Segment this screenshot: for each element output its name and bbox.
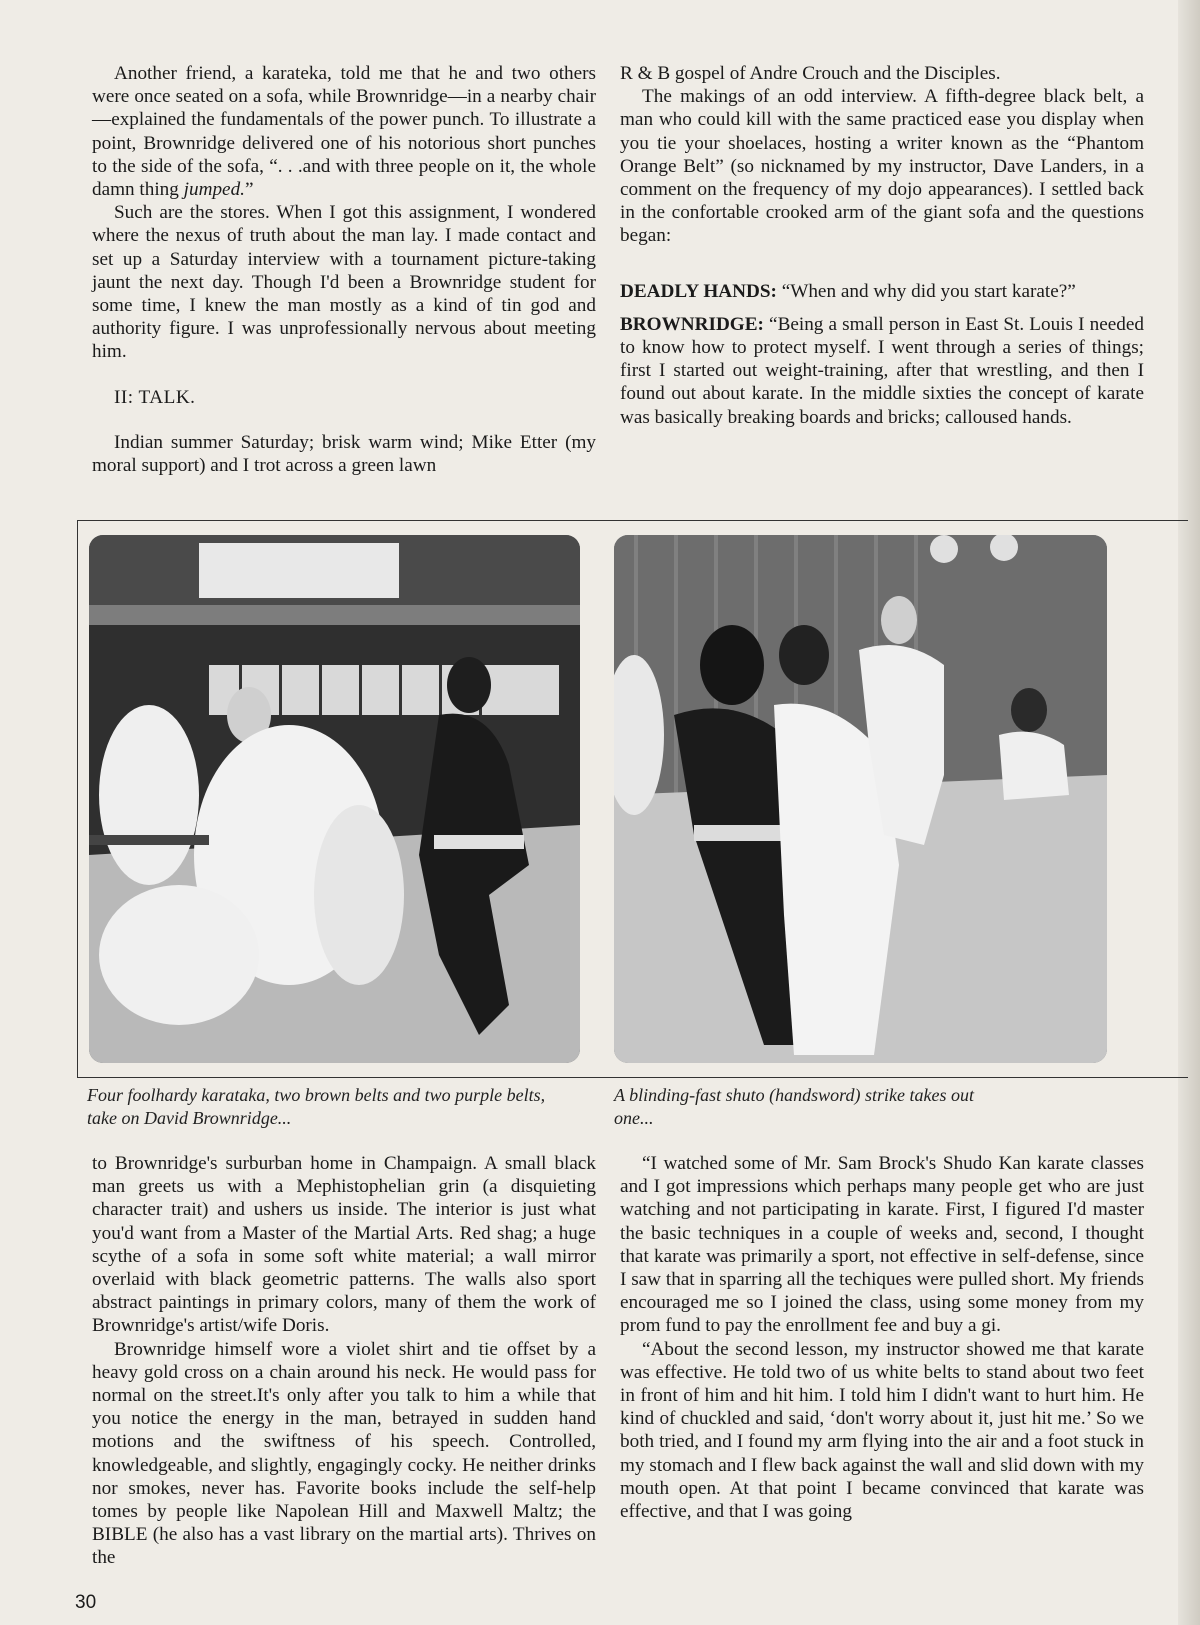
- speaker-label: DEADLY HANDS:: [620, 280, 777, 302]
- paragraph: The makings of an odd interview. A fifth-degree black belt, a man who could kill with the same practiced ease you display when you tie your shoelaces, hosting a writer known as the “Phantom Orange Belt” (so nicknamed by my instructor, Dave Landers, in a comment on the frequency of my dojo appearances). I settled back in the confortable crooked arm of the giant sofa and the questions began:: [620, 86, 1144, 247]
- speaker-label: BROWNRIDGE:: [620, 313, 764, 335]
- photo-sparring-group-image: [89, 535, 580, 1063]
- photo-sparring-group: [89, 535, 580, 1063]
- paragraph: Brownridge himself wore a violet shirt and tie offset by a heavy gold cross on a chain around his neck. He would pass for normal on the street.It's only after you talk to him a while that you notice the energy in the man, betrayed in sudden hand motions and the swiftness of his speech. Controlled, knowledgeable, and slightly, engagingly cocky. He neither drinks nor smokes, never has. Favorite books include the self-help tomes by people like Napolean Hill and Maxwell Maltz; the BIBLE (he also has a vast library on the martial arts). Thrives on the: [92, 1338, 596, 1569]
- photo-caption-left: Four foolhardy karataka, two brown belts and two purple belts, take on David Brownridge...: [87, 1085, 546, 1128]
- paragraph: R & B gospel of Andre Crouch and the Disciples.: [620, 63, 1001, 84]
- paragraph: to Brownridge's surburban home in Champaign. A small black man greets us with a Mephistophelian grin (a disquieting character trait) and ushers us inside. The interior is just what you'd want from a Master of the Martial Arts. Red shag; a huge scythe of a sofa in some soft white material; a wall mirror overlaid with black geometric patterns. The walls also sport abstract paintings in primary colors, many of them the work of Brownridge's artist/wife Doris.: [92, 1153, 596, 1337]
- column-bottom-left: [92, 1152, 596, 1570]
- photo-shuto-strike: [614, 535, 1107, 1063]
- paragraph: “About the second lesson, my instructor showed me that karate was effective. He told two of us white belts to stand about two feet in front of him and hit him. I told him I didn't want to hurt him. He kind of chuckled and said, ‘don't worry about it, just hit me.’ So we both tried, and I found my arm flying into the air and a foot stuck in my stomach and I flew back against the wall and slid down with my mouth open. At that point I became convinced that karate was effective, and that I was going: [620, 1338, 1144, 1523]
- interview-answer: BROWNRIDGE: “Being a small person in East St. Louis I needed to know how to protect myself. I went through a series of things; first I started out weight-training, after that wrestling, and then I found out about karate. In the middle sixties the concept of karate was basically breaking boards and bricks; calloused hands.: [620, 313, 1144, 428]
- paragraph: Indian summer Saturday; brisk warm wind; Mike Etter (my moral support) and I trot across a green lawn: [92, 431, 596, 477]
- paragraph: “I watched some of Mr. Sam Brock's Shudo Kan karate classes and I got impressions which perhaps many people get who are just watching and not participating in karate. First, I figured I'd master the basic techniques in a couple of weeks and, second, I thought that karate was primarily a sport, not effective in self-defense, since I saw that in sparring all the techiques were pulled short. My friends encouraged me so I joined the class, using some money from my prom fund to pay the enrollment fee and buy a gi.: [620, 1153, 1144, 1337]
- photo-shuto-strike-image: [614, 535, 1107, 1063]
- paragraph: Another friend, a karateka, told me that he and two others were once seated on a sofa, while Brownridge—in a nearby chair—explained the fundamentals of the power punch. To illustrate a point, Brownridge delivered one of his notorious short punches to the side of the sofa, “. . .and with three people on it, the whole damn thing jumped.”: [92, 63, 596, 201]
- photo-frame: [77, 520, 1188, 1078]
- section-heading: II: TALK.: [114, 386, 196, 408]
- column-top-left: [92, 62, 596, 477]
- page-number: 30: [75, 1592, 97, 1613]
- column-bottom-right: [620, 1152, 1144, 1523]
- paragraph: Such are the stores. When I got this assignment, I wondered where the nexus of truth about the man lay. I made contact and set up a Saturday interview with a tournament picture-taking jaunt the next day. Though I'd been a Brownridge student for some time, I knew the man mostly as a kind of tin god and authority figure. I was unprofessionally nervous about meeting him.: [92, 202, 596, 363]
- interview-question: DEADLY HANDS: “When and why did you start karate?”: [620, 280, 1076, 302]
- column-top-right: [620, 62, 1144, 429]
- photo-caption-right: A blinding-fast shuto (handsword) strike takes out one...: [614, 1085, 974, 1128]
